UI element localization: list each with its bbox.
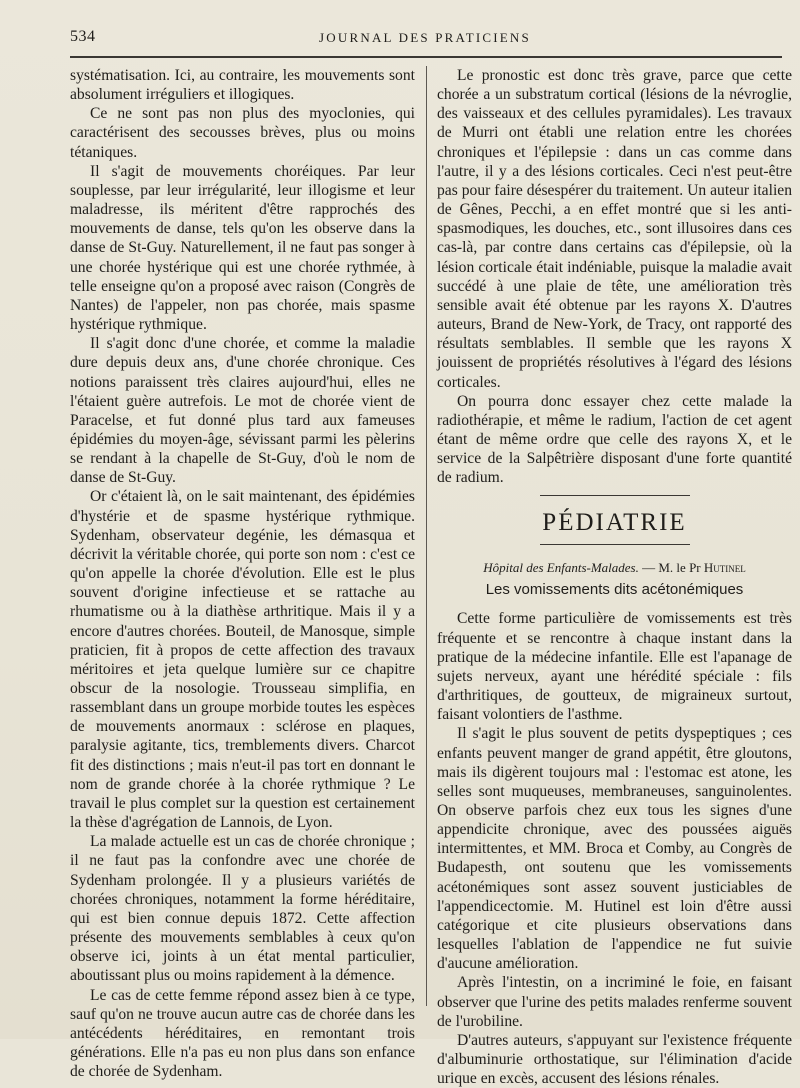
paragraph: On pourra donc essayer chez cette malade la radiothérapie, et même le radium, l'action de cet agent étant de même ordre que celle des rayons X, et le service de la Salpêtrière disposant d'une forte quantité de radium. [437,392,792,487]
right-column [437,66,792,1088]
paragraph: Le pronostic est donc très grave, parce que cette chorée a un substratum cortical (lésions de la névroglie, des vaisseaux et des cellules pyramidales). Les travaux de Murri ont établi une relation entre les chorées chroniques et l'épilepsie : dans un cas comme dans l'autre, il y a des lésions corticales. Ceci n'est peut-être pas pour faire désespérer du traitement. Un auteur italien de Gênes, Pecchi, a en effet montré que si les anti-spasmodiques, les douches, etc., sont illusoires dans ces cas-là, par contre dans certains cas d'épilepsie, où la lésion corticale était indéniable, puisque la maladie avait succédé à une plaie de tête, une amélioration très sensible avait été obtenue par les rayons X. D'autres auteurs, Brand de New-York, de Tracy, ont rapporté des résultats semblables. Il semble que les rayons X jouissent de propriétés résolutives à l'égard des lésions corticales. [437,67,792,391]
paragraph: Cette forme particulière de vomissements est très fréquente et se rencontre à chaque instant dans la pratique de la médecine infantile. Elle est l'apanage de sujets nerveux, ayant une hérédité spéciale : fils d'arthritiques, de goutteux, de migraineux surtout, faisant volontiers de l'asthme. [437,610,792,724]
paragraph: La malade actuelle est un cas de chorée chronique ; il ne faut pas la confondre avec une chorée de Sydenham prolongée. Il y a plusieurs variétés de chorées chroniques, notamment la forme héréditaire, qui est bien connue depuis 1872. Cette affection présente des mouvements semblables à ceux qu'on observe ici, joints à un état mental particulier, aboutissant plus ou moins rapidement à la démence. [70,833,415,985]
paragraph: systématisation. Ici, au contraire, les mouvements sont absolument irréguliers et illogiques. [70,67,415,104]
page-header [70,28,780,50]
section-rule [540,544,690,545]
article-title: Les vomissements dits acétonémiques [485,581,744,599]
author-prefix: — M. le Pr [638,560,704,576]
left-column [70,66,415,1081]
journal-title: JOURNAL DES PRATICIENS [319,30,531,45]
header-rule [70,56,782,58]
section-title: PÉDIATRIE [542,509,687,537]
column-divider [426,66,427,1006]
paragraph: Or c'étaient là, on le sait maintenant, des épidémies d'hystérie et de spasme hystérique rythmique. Sydenham, observateur degénie, les démasqua et décrivit la véritable chorée, qui porte son nom : c'est ce qu'on appelle la chorée d'évolution. Elle est le plus souvent d'origine infectieuse et se rattache au rhumatisme ou à la diathèse arthritique. Mais il y a encore d'autres chorées. Bouteil, de Manosque, simple praticien, fit à propos de cette affection des travaux méritoires et jeta quelque lumière sur ce chapitre obscur de la nosologie. Trousseau simplifia, en rassemblant dans un groupe morbide toutes les espèces de mouvements anormaux : sclérose en plaques, paralysie agitante, tics, tremblements divers. Charcot fit des distinctions ; mais n'eut-il pas tort en donnant le nom de grande chorée à la chorée rythmique ? Le travail le plus complet sur la question est certainement la thèse d'agrégation de Lannois, de Lyon. [70,488,415,832]
paragraph: Il s'agit de mouvements choréiques. Par leur souplesse, par leur irrégularité, leur illogisme et leur maladresse, ils méritent d'être rapprochés des mouvements de danse, tels qu'on les observe dans la danse de St-Guy. Naturellement, il ne faut pas songer à une chorée hystérique qui est une chorée rythmée, à telle enseigne qu'on a proposé avec raison (Congrès de Nantes) de l'appeler, non pas chorée, mais spasme hystérique rythmique. [70,162,415,334]
paragraph: Le cas de cette femme répond assez bien à ce type, sauf qu'on ne trouve aucun autre cas de chorée dans les antécédents héréditaires, en remontant trois générations. Elle n'a pas eu non plus dans son enfance de chorée de Sydenham. [70,986,415,1081]
paragraph: Après l'intestin, on a incriminé le foie, en faisant observer que l'urine des petits malades renferme souvent de l'urobiline. [437,974,792,1030]
paragraph: D'autres auteurs, s'appuyant sur l'existence fréquente d'albuminurie orthostatique, sur l'élimination d'acide urique en excès, accusent des lésions rénales. [437,1031,792,1088]
hospital-name: Hôpital des Enfants-Malades. [483,560,639,576]
paragraph: Il s'agit le plus souvent de petits dyspeptiques ; ces enfants peuvent manger de grand appétit, être gloutons, mais ils digèrent toujours mal : l'estomac est atone, les selles sont muqueuses, membraneuses, sanguinolentes. On observe parfois chez eux tous les signes d'une appendicite chronique, avec des poussées aiguës intermittentes, et MM. Broca et Comby, au Congrès de Budapesth, ont soutenu que les vomissements acétonémiques sont assez souvent justiciables de l'appendicectomie. M. Hutinel est loin d'être aussi catégorique et cite plusieurs observations dans lesquelles l'ablation de l'appendice ne fut suivie d'aucune amélioration. [437,725,792,973]
author-name: Hutinel [703,560,746,576]
article-byline [437,559,792,577]
paragraph: Ce ne sont pas non plus des myoclonies, qui caractérisent des secousses brèves, plus ou moins tétaniques. [70,105,415,161]
section-separator [540,495,690,496]
paragraph: Il s'agit donc d'une chorée, et comme la maladie dure depuis deux ans, d'une chorée chronique. Ces notions paraissent très claires aujourd'hui, elles ne l'étaient guère autrefois. Le mot de chorée vient de Paracelse, et fut donné plus tard aux fameuses épidémies du moyen-âge, sévissant parmi les pèlerins se rendant à la chapelle de St-Guy, d'où le nom de danse de St-Guy. [70,335,415,487]
page-number: 534 [70,28,96,45]
